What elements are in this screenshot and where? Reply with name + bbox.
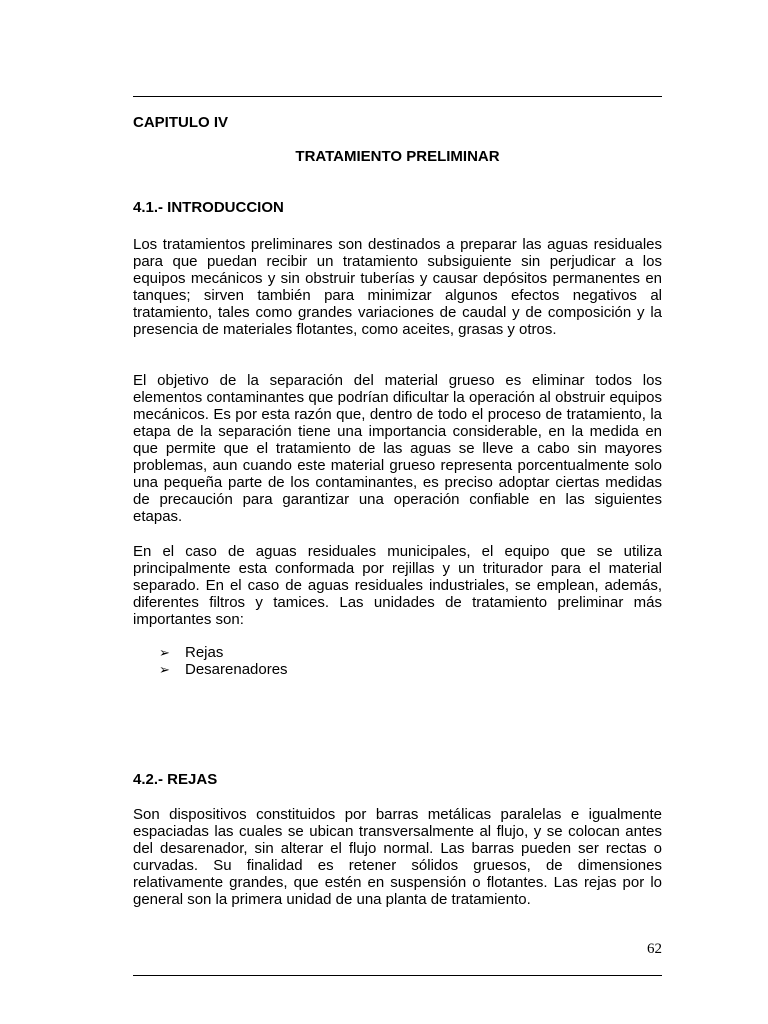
paragraph-intro-2: El objetivo de la separación del material grueso es eliminar todos los elementos contaminantes que podrían dificultar la operación al obstruir equipos mecánicos. Es por esta razón que, dentro de todo el proceso de tratamiento, la etapa de la separación tiene una importancia considerable, en la medida en que permite que el tratamiento de las aguas se lleve a cabo sin mayores problemas, aun cuando este material grueso representa porcentualmente solo una pequeña parte de los contaminantes, es preciso adoptar ciertas medidas de precaución para garantizar una operación confiable en las siguientes etapas. xyxy=(133,372,662,525)
list-item xyxy=(159,661,288,678)
section-heading-rejas: 4.2.- REJAS xyxy=(133,771,218,788)
header-rule xyxy=(133,96,662,97)
footer-rule xyxy=(133,975,662,976)
section-heading-introduccion: 4.1.- INTRODUCCION xyxy=(133,199,284,216)
paragraph-rejas-1: Son dispositivos constituidos por barras metálicas paralelas e igualmente espaciadas las cuales se ubican transversalmente al flujo, y se colocan antes del desarenador, sin alterar el flujo normal. Las barras pueden ser rectas o curvadas. Su finalidad es retener sólidos gruesos, de dimensiones relativamente grandes, que estén en suspensión o flotantes. Las rejas por lo general son la primera unidad de una planta de tratamiento. xyxy=(133,806,662,908)
list-item-label: Rejas xyxy=(185,644,224,661)
treatment-units-list xyxy=(159,644,288,678)
document-page xyxy=(133,0,662,1024)
page-number: 62 xyxy=(647,941,662,957)
paragraph-intro-3: En el caso de aguas residuales municipales, el equipo que se utiliza principalmente esta conformada por rejillas y un triturador para el material separado. En el caso de aguas residuales industriales, se emplean, además, diferentes filtros y tamices. Las unidades de tratamiento preliminar más importantes son: xyxy=(133,543,662,628)
arrowhead-bullet-icon: ➢ xyxy=(159,662,170,677)
chapter-label: CAPITULO IV xyxy=(133,114,229,131)
list-item-label: Desarenadores xyxy=(185,661,288,678)
page-title: TRATAMIENTO PRELIMINAR xyxy=(295,148,500,165)
paragraph-intro-1: Los tratamientos preliminares son destinados a preparar las aguas residuales para que puedan recibir un tratamiento subsiguiente sin perjudicar a los equipos mecánicos y sin obstruir tuberías y causar depósitos permanentes en tanques; sirven también para minimizar algunos efectos negativos al tratamiento, tales como grandes variaciones de caudal y de composición y la presencia de materiales flotantes, como aceites, grasas y otros. xyxy=(133,236,662,338)
arrowhead-bullet-icon: ➢ xyxy=(159,645,170,660)
list-item xyxy=(159,644,288,661)
